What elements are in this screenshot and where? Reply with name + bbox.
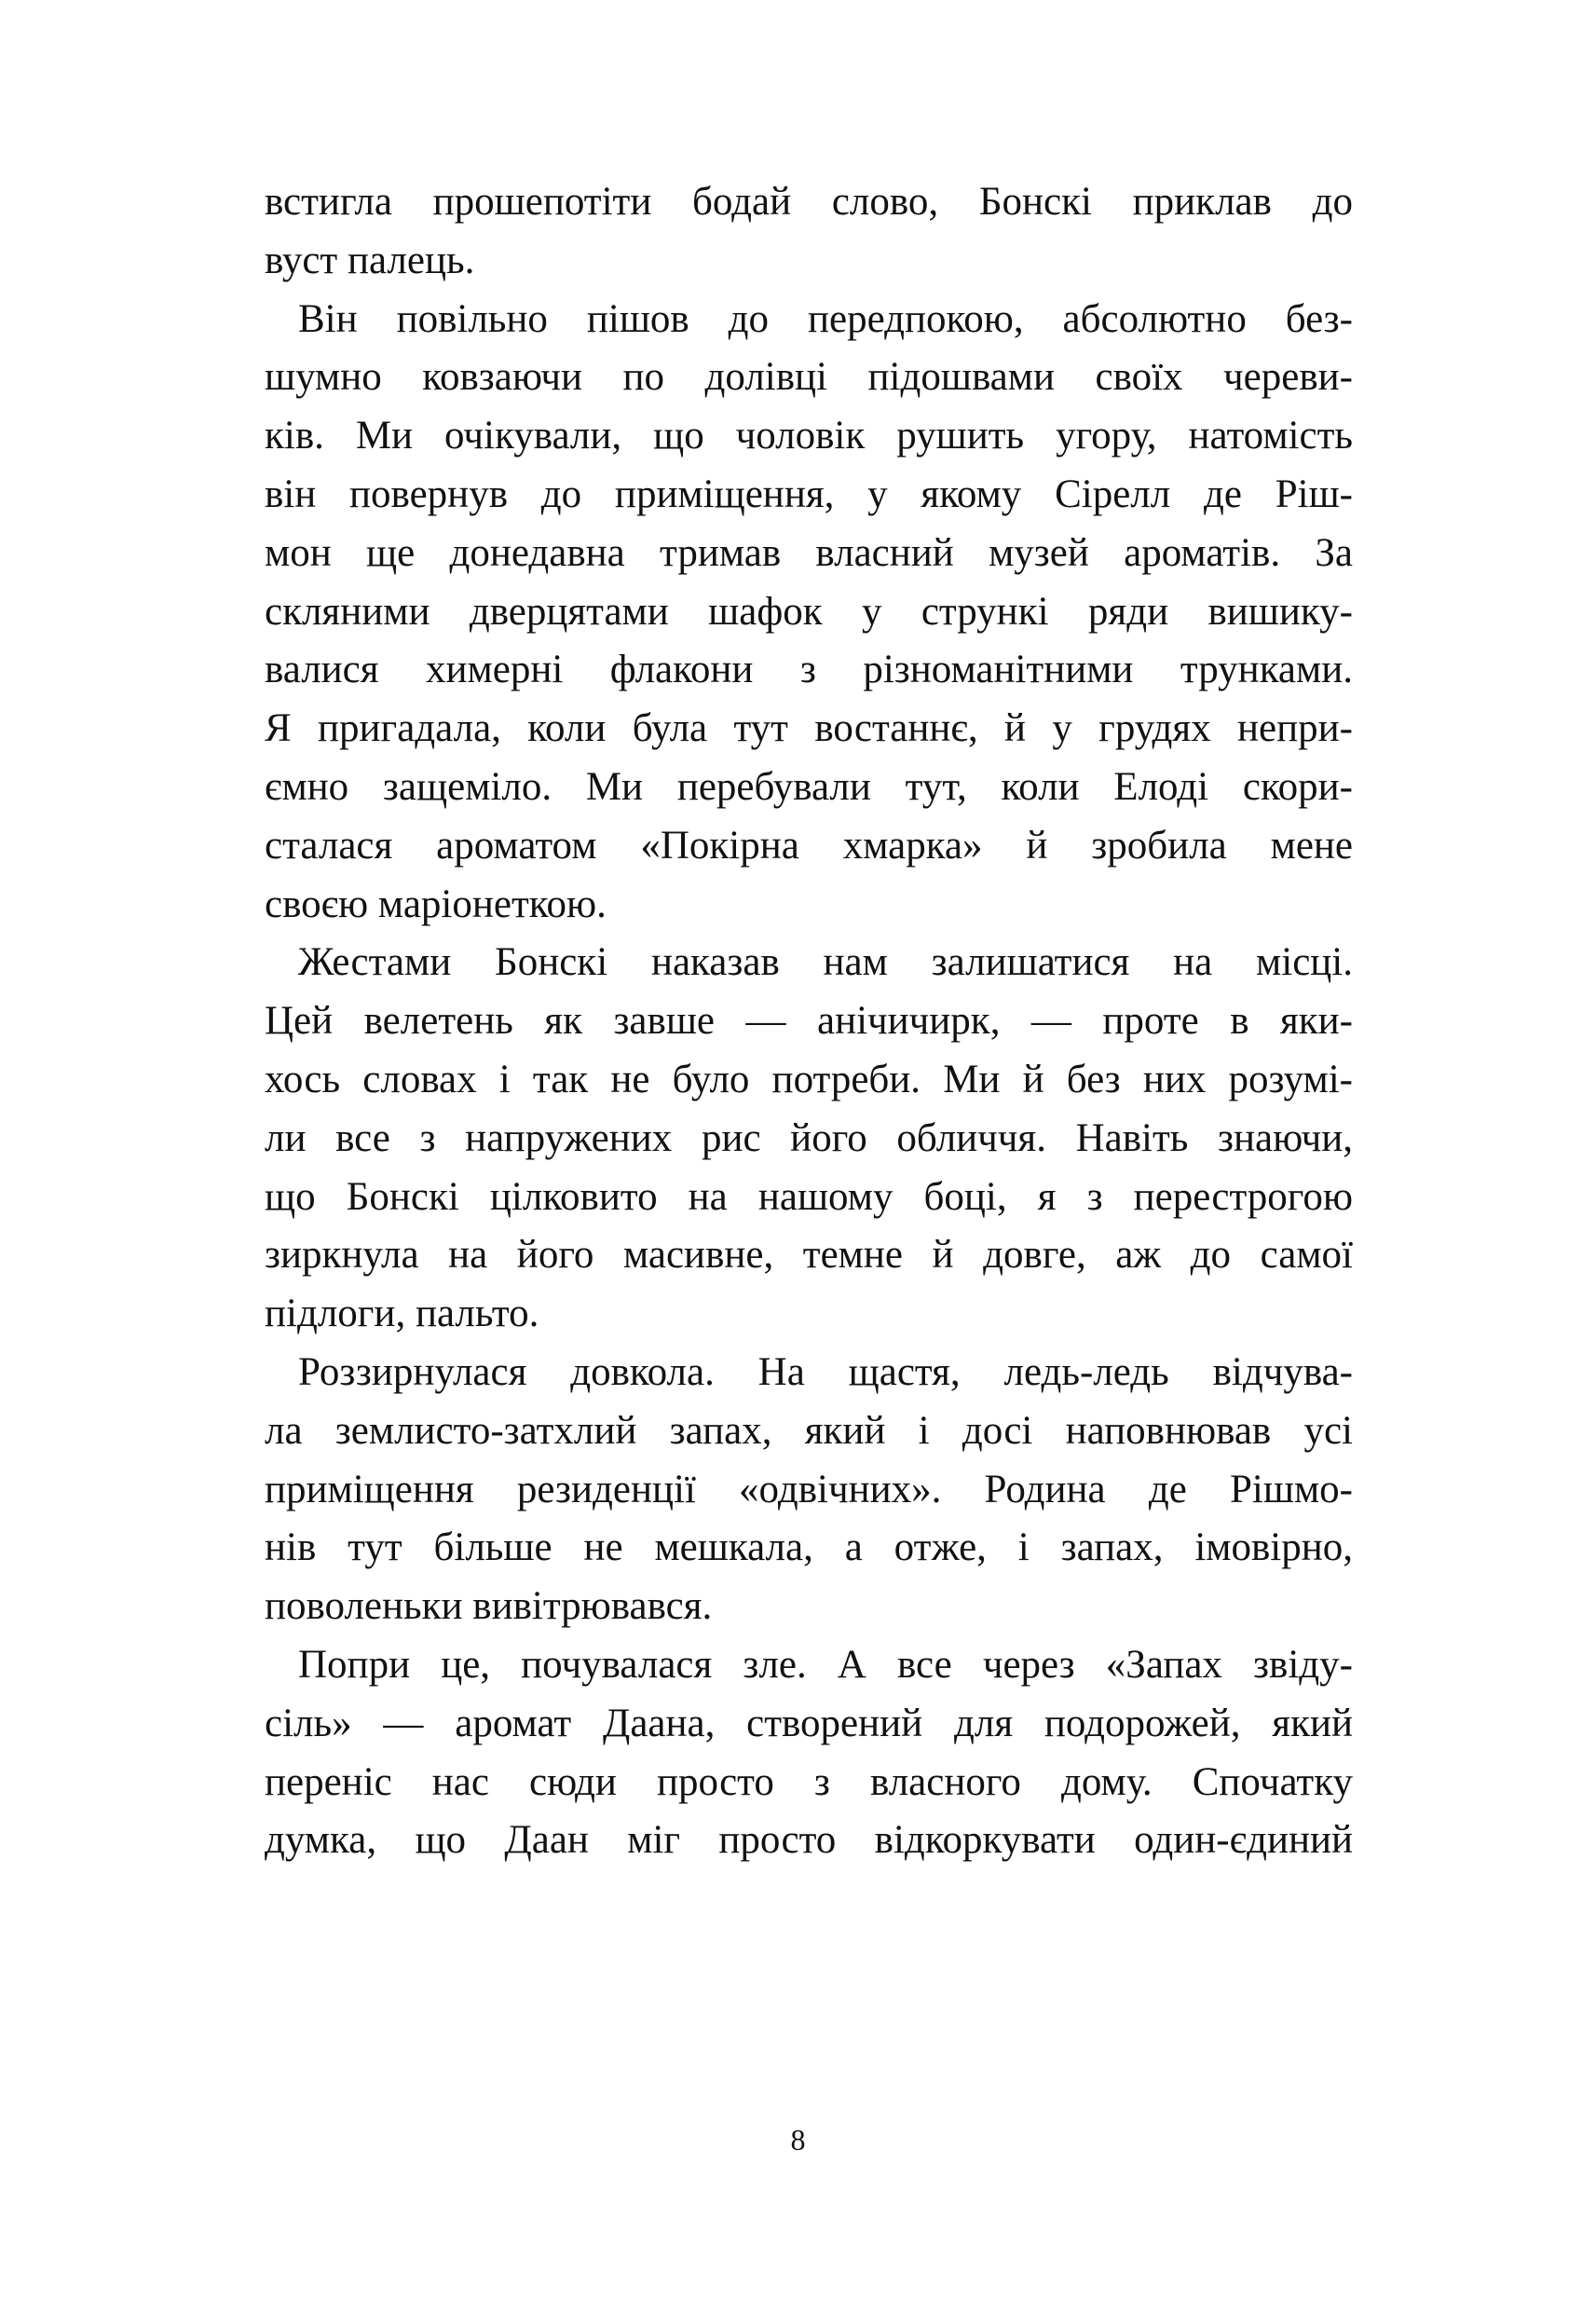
text-line: сталася ароматом «Покірна хмарка» й зробила мене [265,823,1353,868]
text-line: хось словах і так не було потреби. Ми й без них розумі- [265,1057,1353,1101]
page-number: 8 [790,2123,806,2156]
text-line: ла землисто-затхлий запах, який і досі наповнював усі [265,1408,1353,1453]
text-line: ли все з напружених рис його обличчя. Навіть знаючи, [265,1115,1353,1160]
text-line: скляними дверцятами шафок у стрункі ряди вишику- [265,589,1353,634]
text-line: вуст палець. [265,238,475,282]
text-line: Цей велетень як завше — анічичирк, — проте в яки- [265,999,1353,1044]
text-line: своєю маріонеткою. [265,882,607,926]
text-line: встигла прошепотіти бодай слово, Бонскі приклав до [265,180,1353,224]
text-line: мон ще донедавна тримав власний музей ароматів. За [265,530,1353,575]
paragraph [265,1344,1353,1636]
text-line: підлоги, пальто. [265,1292,539,1336]
text-line: що Бонскі цілковито на нашому боці, я з перестрогою [265,1174,1353,1219]
text-line: переніс нас сюди просто з власного дому. Спочатку [265,1759,1353,1804]
text-line: Попри це, почувалася зле. А все через «Запах звіду- [298,1642,1353,1687]
text-line: Роззирнулася довкола. На щастя, ледь-ледь відчува- [298,1349,1353,1394]
text-line: сіль» — аромат Даана, створений для подорожей, який [265,1701,1353,1745]
text-line: поволеньки вивітрювався. [265,1584,713,1629]
text-line: Жестами Бонскі наказав нам залишатися на місці. [298,940,1353,985]
text-line: він повернув до приміщення, у якому Сірелл де Ріш- [265,472,1353,516]
text-line: ємно защеміло. Ми перебували тут, коли Елоді скори- [265,764,1353,809]
paragraph [265,291,1353,935]
text-line: валися химерні флакони з різноманітними трунками. [265,648,1353,692]
text-line: шумно ковзаючи по долівці підошвами своїх череви- [265,355,1353,400]
text-line: думка, що Даан міг просто відкоркувати один-єдиний [265,1818,1353,1863]
paragraph [265,1636,1353,1870]
text-line: нів тут більше не мешкала, а отже, і запах, імовірно, [265,1525,1353,1570]
text-line: Я пригадала, коли була тут востаннє, й у грудях непри- [265,706,1353,751]
paragraph [265,934,1353,1344]
text-line: приміщення резиденції «одвічних». Родина де Рішмо- [265,1467,1353,1511]
text-line: ків. Ми очікували, що чоловік рушить угору, натомість [265,414,1353,458]
paragraph [265,173,1353,291]
text-line: Він повільно пішов до передпокою, абсолютно без- [298,296,1353,341]
body-text [265,173,1353,1870]
text-line: зиркнула на його масивне, темне й довге, аж до самої [265,1233,1353,1278]
